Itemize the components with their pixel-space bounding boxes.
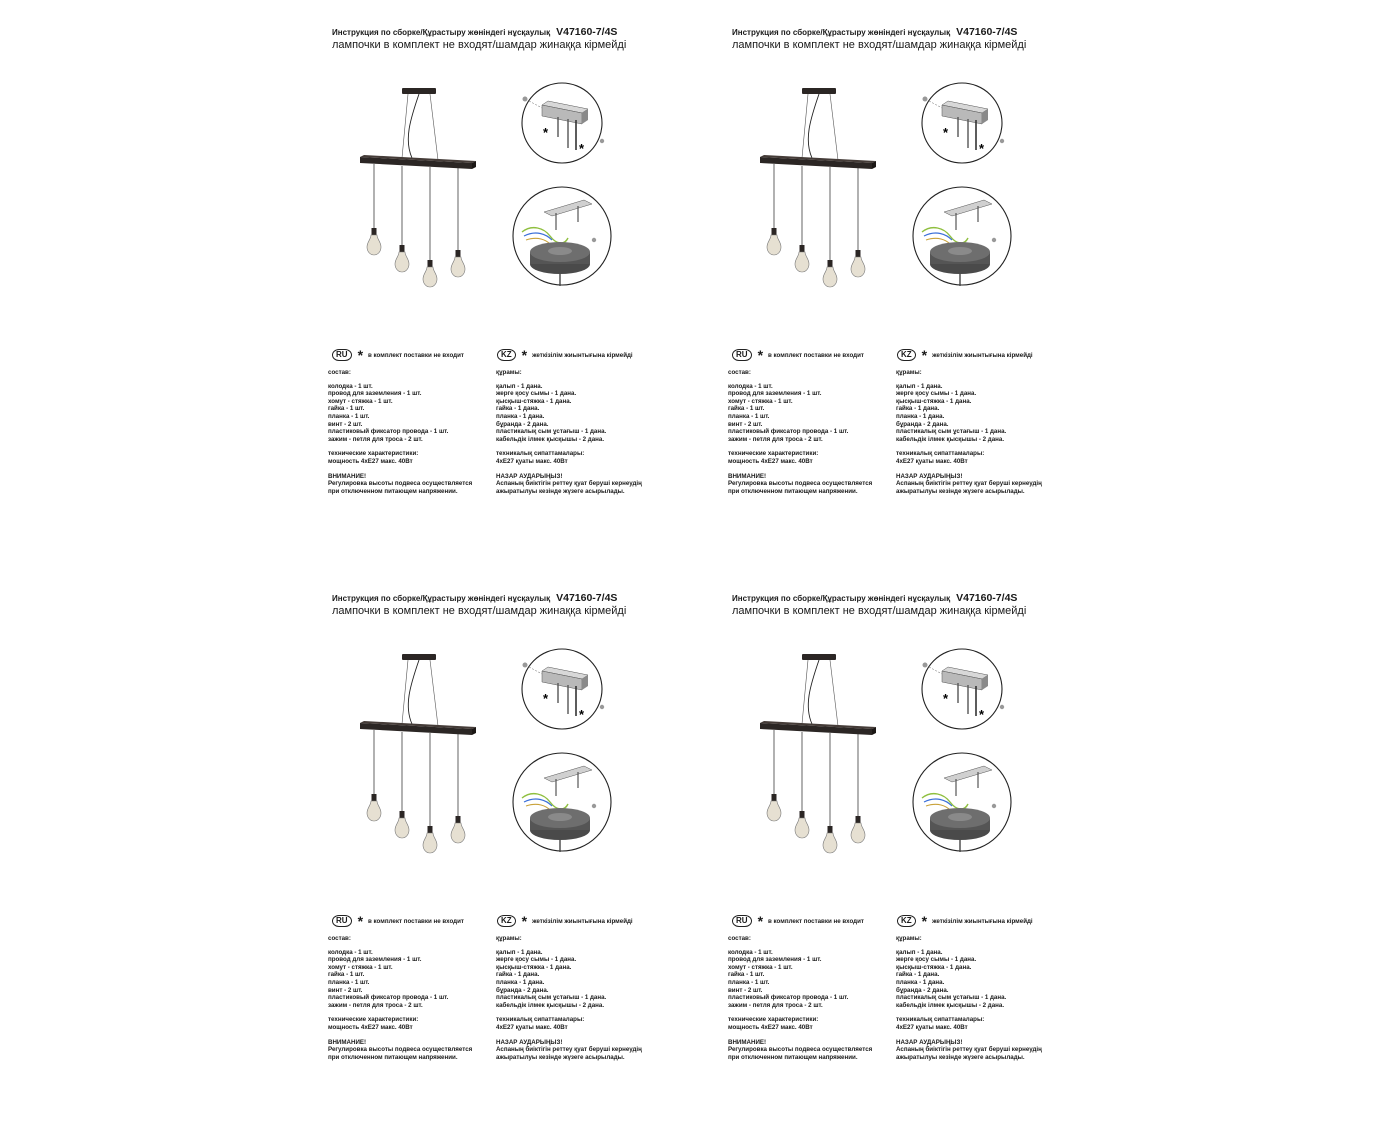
- lamp-illustration: [752, 646, 887, 861]
- list-item: кабельдік ілмек қысқышы - 2 дана.: [896, 1001, 1005, 1009]
- list-item: планка - 1 шт.: [728, 412, 770, 420]
- ru-specs: [328, 935, 498, 1061]
- ru-tech-title: технические характеристики:: [328, 450, 419, 458]
- ru-language-badge: RU: [332, 915, 352, 927]
- list-item: провод для заземления - 1 шт.: [328, 390, 422, 398]
- bulb-2: [395, 245, 409, 272]
- list-item: провод для заземления - 1 шт.: [728, 390, 822, 398]
- kz-tech-title: техникалық сипаттамалары:: [896, 450, 985, 458]
- list-item: қысқыш-стяжка - 1 дана.: [896, 397, 972, 405]
- ru-warning-line: Регулировка высоты подвеса осуществляется: [728, 480, 873, 488]
- list-item: хомут - стяжка - 1 шт.: [328, 397, 393, 405]
- kz-warning-title: НАЗАР АУДАРЫҢЫЗ!: [896, 472, 963, 480]
- list-item: пластикалық сым ұстағыш - 1 дана.: [496, 428, 607, 436]
- list-item: қалып - 1 дана.: [896, 382, 943, 390]
- lamp-illustration: [352, 646, 487, 861]
- ru-warning-line: Регулировка высоты подвеса осуществляется: [328, 1046, 473, 1054]
- ru-not-included-note: в комплект поставки не входит: [768, 351, 864, 359]
- ru-composition-title: состав:: [728, 369, 751, 376]
- list-item: винт - 2 шт.: [328, 986, 363, 994]
- bulb-1: [767, 794, 781, 821]
- kz-tech-value: 4хЕ27 қуаты макс. 40Вт: [496, 1023, 568, 1031]
- list-item: гайка - 1 дана.: [896, 405, 940, 413]
- list-item: қалып - 1 дана.: [496, 382, 543, 390]
- asterisk-icon: *: [521, 347, 528, 363]
- bulb-2: [795, 245, 809, 272]
- kz-specs: [896, 369, 1066, 495]
- kz-warning-title: НАЗАР АУДАРЫҢЫЗ!: [496, 1038, 563, 1046]
- list-item: колодка - 1 шт.: [328, 948, 373, 956]
- kz-not-included-note: жеткізілім жиынтығына кірмейді: [932, 917, 1033, 925]
- ru-composition-title: состав:: [328, 935, 351, 942]
- ru-tech-value: мощность 4хЕ27 макс. 40Вт: [728, 457, 813, 465]
- list-item: колодка - 1 шт.: [728, 382, 773, 390]
- kz-tech-value: 4хЕ27 қуаты макс. 40Вт: [896, 457, 968, 465]
- ru-legend: [732, 914, 864, 928]
- kz-composition-title: құрамы:: [896, 935, 922, 942]
- bracket-detail-icon: [912, 648, 1012, 730]
- instruction-panel: [292, 0, 692, 565]
- list-item: қысқыш-стяжка - 1 дана.: [496, 397, 572, 405]
- list-item: қысқыш-стяжка - 1 дана.: [896, 963, 972, 971]
- bulbs-not-included-note: лампочки в комплект не входят/шамдар жинаққа кірмейді: [732, 39, 1027, 51]
- asterisk-icon: *: [357, 913, 364, 929]
- ru-warning-line: при отключенном питающем напряжении.: [328, 1053, 458, 1061]
- asterisk-icon: *: [521, 913, 528, 929]
- canopy-plate: [802, 88, 836, 94]
- list-item: гайка - 1 шт.: [328, 405, 365, 413]
- instruction-title: Инструкция по сборке/Құрастыру жөніндегі нұсқаулық: [732, 28, 951, 37]
- kz-composition-title: құрамы:: [496, 369, 522, 376]
- bulbs-not-included-note: лампочки в комплект не входят/шамдар жинаққа кірмейді: [332, 605, 627, 617]
- asterisk-icon: *: [921, 347, 928, 363]
- instruction-panel: [692, 0, 1092, 565]
- panel-header: [332, 592, 682, 617]
- list-item: колодка - 1 шт.: [328, 382, 373, 390]
- list-item: бұранда - 2 дана.: [896, 986, 949, 994]
- asterisk-icon: *: [757, 347, 764, 363]
- list-item: қысқыш-стяжка - 1 дана.: [496, 963, 572, 971]
- bulb-2: [395, 811, 409, 838]
- kz-warning-title: НАЗАР АУДАРЫҢЫЗ!: [896, 1038, 963, 1046]
- kz-warning-title: НАЗАР АУДАРЫҢЫЗ!: [496, 472, 563, 480]
- model-number: V47160-7/4S: [556, 592, 618, 604]
- instruction-panel: [292, 566, 692, 1131]
- ru-not-included-note: в комплект поставки не входит: [368, 351, 464, 359]
- asterisk-icon: *: [579, 141, 585, 156]
- bulb-4: [851, 250, 865, 277]
- list-item: гайка - 1 шт.: [728, 971, 765, 979]
- kz-not-included-note: жеткізілім жиынтығына кірмейді: [932, 351, 1033, 359]
- kz-legend: [497, 348, 633, 362]
- list-item: қалып - 1 дана.: [496, 948, 543, 956]
- list-item: кабельдік ілмек қысқышы - 2 дана.: [896, 435, 1005, 443]
- list-item: зажим - петля для троса - 2 шт.: [328, 435, 423, 443]
- asterisk-icon: *: [979, 707, 985, 722]
- kz-not-included-note: жеткізілім жиынтығына кірмейді: [532, 351, 633, 359]
- kz-tech-value: 4хЕ27 қуаты макс. 40Вт: [496, 457, 568, 465]
- ru-specs: [328, 369, 498, 495]
- bulb-1: [367, 228, 381, 255]
- kz-not-included-note: жеткізілім жиынтығына кірмейді: [532, 917, 633, 925]
- bulb-1: [367, 794, 381, 821]
- ru-not-included-note: в комплект поставки не входит: [768, 917, 864, 925]
- kz-warning-line: ажыратылуы кезінде жүзеге асырылады.: [496, 1053, 625, 1061]
- kz-tech-value: 4хЕ27 қуаты макс. 40Вт: [896, 1023, 968, 1031]
- ru-language-badge: RU: [732, 915, 752, 927]
- ru-tech-title: технические характеристики:: [728, 1016, 819, 1024]
- bulb-2: [795, 811, 809, 838]
- canopy-plate: [402, 654, 436, 660]
- ru-tech-value: мощность 4хЕ27 макс. 40Вт: [728, 1023, 813, 1031]
- asterisk-icon: *: [943, 691, 949, 706]
- canopy-wiring-icon: [512, 186, 612, 286]
- bulb-3: [423, 826, 437, 853]
- list-item: колодка - 1 шт.: [728, 948, 773, 956]
- kz-warning-line: Аспаның биіктігін реттеу қуат беруші кернеудің: [496, 1046, 642, 1054]
- ru-warning-title: ВНИМАНИЕ!: [328, 1038, 367, 1046]
- panel-header: [732, 592, 1082, 617]
- kz-language-badge: KZ: [897, 915, 916, 927]
- list-item: пластиковый фиксатор провода - 1 шт.: [728, 994, 849, 1002]
- list-item: гайка - 1 шт.: [328, 971, 365, 979]
- list-item: пластикалық сым ұстағыш - 1 дана.: [896, 428, 1007, 436]
- list-item: зажим - петля для троса - 2 шт.: [328, 1001, 423, 1009]
- list-item: планка - 1 дана.: [896, 978, 945, 986]
- ru-warning-line: Регулировка высоты подвеса осуществляется: [728, 1046, 873, 1054]
- list-item: гайка - 1 дана.: [496, 405, 540, 413]
- kz-specs: [496, 935, 666, 1061]
- ru-legend: [732, 348, 864, 362]
- ru-tech-title: технические характеристики:: [728, 450, 819, 458]
- bulb-4: [451, 816, 465, 843]
- kz-tech-title: техникалық сипаттамалары:: [496, 1016, 585, 1024]
- asterisk-icon: *: [357, 347, 364, 363]
- list-item: пластиковый фиксатор провода - 1 шт.: [728, 428, 849, 436]
- list-item: пластиковый фиксатор провода - 1 шт.: [328, 994, 449, 1002]
- list-item: хомут - стяжка - 1 шт.: [328, 963, 393, 971]
- bulb-4: [851, 816, 865, 843]
- ru-language-badge: RU: [332, 349, 352, 361]
- list-item: винт - 2 шт.: [728, 986, 763, 994]
- bracket-detail-icon: [512, 648, 612, 730]
- list-item: хомут - стяжка - 1 шт.: [728, 963, 793, 971]
- bulb-1: [767, 228, 781, 255]
- bulbs-not-included-note: лампочки в комплект не входят/шамдар жинаққа кірмейді: [332, 39, 627, 51]
- model-number: V47160-7/4S: [956, 26, 1018, 38]
- list-item: бұранда - 2 дана.: [496, 420, 549, 428]
- list-item: пластикалық сым ұстағыш - 1 дана.: [496, 994, 607, 1002]
- asterisk-icon: *: [757, 913, 764, 929]
- list-item: провод для заземления - 1 шт.: [728, 956, 822, 964]
- canopy-wiring-icon: [912, 752, 1012, 852]
- list-item: кабельдік ілмек қысқышы - 2 дана.: [496, 435, 605, 443]
- canopy-plate: [802, 654, 836, 660]
- list-item: жерге қосу сымы - 1 дана.: [896, 956, 977, 964]
- bulbs-not-included-note: лампочки в комплект не входят/шамдар жинаққа кірмейді: [732, 605, 1027, 617]
- ru-warning-title: ВНИМАНИЕ!: [728, 1038, 767, 1046]
- list-item: пластикалық сым ұстағыш - 1 дана.: [896, 994, 1007, 1002]
- bulb-3: [823, 826, 837, 853]
- ru-warning-title: ВНИМАНИЕ!: [328, 472, 367, 480]
- list-item: гайка - 1 шт.: [728, 405, 765, 413]
- list-item: планка - 1 шт.: [328, 978, 370, 986]
- instruction-title: Инструкция по сборке/Құрастыру жөніндегі нұсқаулық: [732, 594, 951, 603]
- kz-warning-line: ажыратылуы кезінде жүзеге асырылады.: [896, 487, 1025, 495]
- list-item: планка - 1 дана.: [896, 412, 945, 420]
- list-item: хомут - стяжка - 1 шт.: [728, 397, 793, 405]
- model-number: V47160-7/4S: [956, 592, 1018, 604]
- ru-warning-line: при отключенном питающем напряжении.: [728, 487, 858, 495]
- kz-warning-line: ажыратылуы кезінде жүзеге асырылады.: [496, 487, 625, 495]
- canopy-wiring-icon: [912, 186, 1012, 286]
- asterisk-icon: *: [979, 141, 985, 156]
- bulb-3: [423, 260, 437, 287]
- kz-language-badge: KZ: [497, 915, 516, 927]
- list-item: пластиковый фиксатор провода - 1 шт.: [328, 428, 449, 436]
- kz-warning-line: Аспаның биіктігін реттеу қуат беруші кернеудің: [896, 480, 1042, 488]
- list-item: зажим - петля для троса - 2 шт.: [728, 435, 823, 443]
- lamp-illustration: [752, 80, 887, 295]
- asterisk-icon: *: [543, 125, 549, 140]
- kz-composition-title: құрамы:: [896, 369, 922, 376]
- list-item: винт - 2 шт.: [328, 420, 363, 428]
- kz-legend: [897, 348, 1033, 362]
- ru-tech-value: мощность 4хЕ27 макс. 40Вт: [328, 457, 413, 465]
- list-item: гайка - 1 дана.: [496, 971, 540, 979]
- list-item: зажим - петля для троса - 2 шт.: [728, 1001, 823, 1009]
- asterisk-icon: *: [579, 707, 585, 722]
- list-item: жерге қосу сымы - 1 дана.: [496, 390, 577, 398]
- kz-warning-line: Аспаның биіктігін реттеу қуат беруші кернеудің: [896, 1046, 1042, 1054]
- list-item: планка - 1 дана.: [496, 978, 545, 986]
- kz-warning-line: Аспаның биіктігін реттеу қуат беруші кернеудің: [496, 480, 642, 488]
- ru-warning-line: при отключенном питающем напряжении.: [328, 487, 458, 495]
- lamp-illustration: [352, 80, 487, 295]
- ru-specs: [728, 935, 898, 1061]
- bracket-detail-icon: [512, 82, 612, 164]
- list-item: бұранда - 2 дана.: [896, 420, 949, 428]
- ru-legend: [332, 914, 464, 928]
- ru-language-badge: RU: [732, 349, 752, 361]
- kz-warning-line: ажыратылуы кезінде жүзеге асырылады.: [896, 1053, 1025, 1061]
- ru-warning-line: при отключенном питающем напряжении.: [728, 1053, 858, 1061]
- kz-tech-title: техникалық сипаттамалары:: [896, 1016, 985, 1024]
- list-item: планка - 1 шт.: [328, 412, 370, 420]
- kz-legend: [497, 914, 633, 928]
- bracket-detail-icon: [912, 82, 1012, 164]
- list-item: кабельдік ілмек қысқышы - 2 дана.: [496, 1001, 605, 1009]
- kz-tech-title: техникалық сипаттамалары:: [496, 450, 585, 458]
- kz-language-badge: KZ: [897, 349, 916, 361]
- panel-header: [732, 26, 1082, 51]
- asterisk-icon: *: [543, 691, 549, 706]
- list-item: винт - 2 шт.: [728, 420, 763, 428]
- panel-header: [332, 26, 682, 51]
- model-number: V47160-7/4S: [556, 26, 618, 38]
- ru-composition-title: состав:: [328, 369, 351, 376]
- kz-legend: [897, 914, 1033, 928]
- list-item: гайка - 1 дана.: [896, 971, 940, 979]
- list-item: планка - 1 шт.: [728, 978, 770, 986]
- ru-specs: [728, 369, 898, 495]
- list-item: қалып - 1 дана.: [896, 948, 943, 956]
- kz-language-badge: KZ: [497, 349, 516, 361]
- ru-warning-title: ВНИМАНИЕ!: [728, 472, 767, 480]
- ru-warning-line: Регулировка высоты подвеса осуществляется: [328, 480, 473, 488]
- asterisk-icon: *: [943, 125, 949, 140]
- list-item: бұранда - 2 дана.: [496, 986, 549, 994]
- kz-specs: [896, 935, 1066, 1061]
- kz-specs: [496, 369, 666, 495]
- ru-legend: [332, 348, 464, 362]
- asterisk-icon: *: [921, 913, 928, 929]
- canopy-plate: [402, 88, 436, 94]
- instruction-title: Инструкция по сборке/Құрастыру жөніндегі нұсқаулық: [332, 594, 551, 603]
- list-item: жерге қосу сымы - 1 дана.: [896, 390, 977, 398]
- ru-tech-title: технические характеристики:: [328, 1016, 419, 1024]
- bulb-4: [451, 250, 465, 277]
- canopy-wiring-icon: [512, 752, 612, 852]
- kz-composition-title: құрамы:: [496, 935, 522, 942]
- instruction-panel: [692, 566, 1092, 1131]
- list-item: планка - 1 дана.: [496, 412, 545, 420]
- list-item: жерге қосу сымы - 1 дана.: [496, 956, 577, 964]
- ru-tech-value: мощность 4хЕ27 макс. 40Вт: [328, 1023, 413, 1031]
- list-item: провод для заземления - 1 шт.: [328, 956, 422, 964]
- ru-composition-title: состав:: [728, 935, 751, 942]
- bulb-3: [823, 260, 837, 287]
- ru-not-included-note: в комплект поставки не входит: [368, 917, 464, 925]
- instruction-title: Инструкция по сборке/Құрастыру жөніндегі нұсқаулық: [332, 28, 551, 37]
